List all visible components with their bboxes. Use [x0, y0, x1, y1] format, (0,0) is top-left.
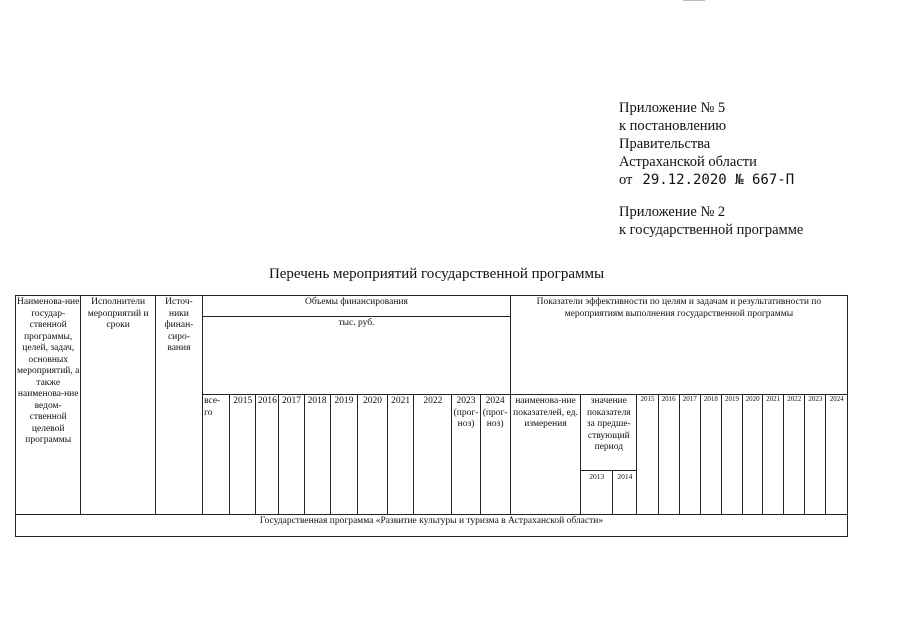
appendix2-to-program: к государственной программе [619, 222, 804, 238]
col-header-fin-year: 2016 [256, 395, 279, 515]
col-header-executors: Исполнители мероприятий и сроки [81, 296, 155, 515]
col-header-fin-year: 2023 (прог-ноз) [452, 395, 480, 515]
scan-artifact [683, 0, 705, 1]
col-header-fin-year: 2021 [388, 395, 414, 515]
col-header-prev-year: 2014 [613, 471, 637, 515]
col-header-fin-year: 2015 [230, 395, 256, 515]
col-header-name: Наименова-ние государ-ственной программы, целей, задач, основных мероприятий, а также наименова-ние ведом-ственной целевой программы [16, 296, 81, 515]
col-header-indicator-name: наименова-ние показателей, ед. измерения [510, 395, 580, 515]
col-header-ind-year: 2020 [743, 395, 763, 515]
appendix-number: Приложение № 5 [619, 100, 726, 116]
col-header-total: все-го [203, 395, 230, 515]
col-header-ind-year: 2016 [658, 395, 679, 515]
col-header-ind-year: 2024 [826, 395, 848, 515]
col-header-fin-year: 2020 [357, 395, 387, 515]
col-header-ind-year: 2021 [763, 395, 784, 515]
col-header-fin-year: 2022 [414, 395, 452, 515]
col-header-ind-year: 2018 [700, 395, 721, 515]
measures-table [15, 295, 848, 537]
program-row: Государственная программа «Развитие культуры и туризма в Астраханской области» [16, 515, 848, 537]
col-header-ind-year: 2017 [679, 395, 700, 515]
col-header-indicators: Показатели эффективности по целям и задачам и результативности по мероприятиям выполнения государственной программы [510, 296, 847, 395]
col-header-financing: Объемы финансирования [203, 296, 511, 317]
appendix2-number: Приложение № 2 [619, 204, 726, 220]
col-header-sources: Источ-ники финан-сиро-вания [155, 296, 202, 515]
col-header-ind-year: 2023 [805, 395, 826, 515]
appendix-date-line [619, 171, 803, 189]
col-header-ind-year: 2022 [784, 395, 805, 515]
decree-number: 29.12.2020 № 667-П [642, 172, 795, 188]
col-header-prev-value: значение показателя за предше-ствующий период [581, 395, 637, 471]
document-title: Перечень мероприятий государственной программы [268, 266, 605, 282]
col-header-financing-units: тыс. руб. [203, 317, 511, 395]
appendix-header [619, 99, 803, 239]
appendix-region: Астраханской области [619, 154, 757, 170]
col-header-fin-year: 2017 [279, 395, 304, 515]
appendix-government: Правительства [619, 136, 711, 152]
appendix-date-prefix: от [619, 172, 633, 188]
col-header-fin-year: 2024 (прог-ноз) [480, 395, 510, 515]
col-header-prev-year: 2013 [581, 471, 613, 515]
col-header-fin-year: 2018 [304, 395, 330, 515]
col-header-ind-year: 2015 [637, 395, 658, 515]
appendix-to-resolution: к постановлению [619, 118, 727, 134]
col-header-ind-year: 2019 [721, 395, 742, 515]
col-header-fin-year: 2019 [330, 395, 357, 515]
